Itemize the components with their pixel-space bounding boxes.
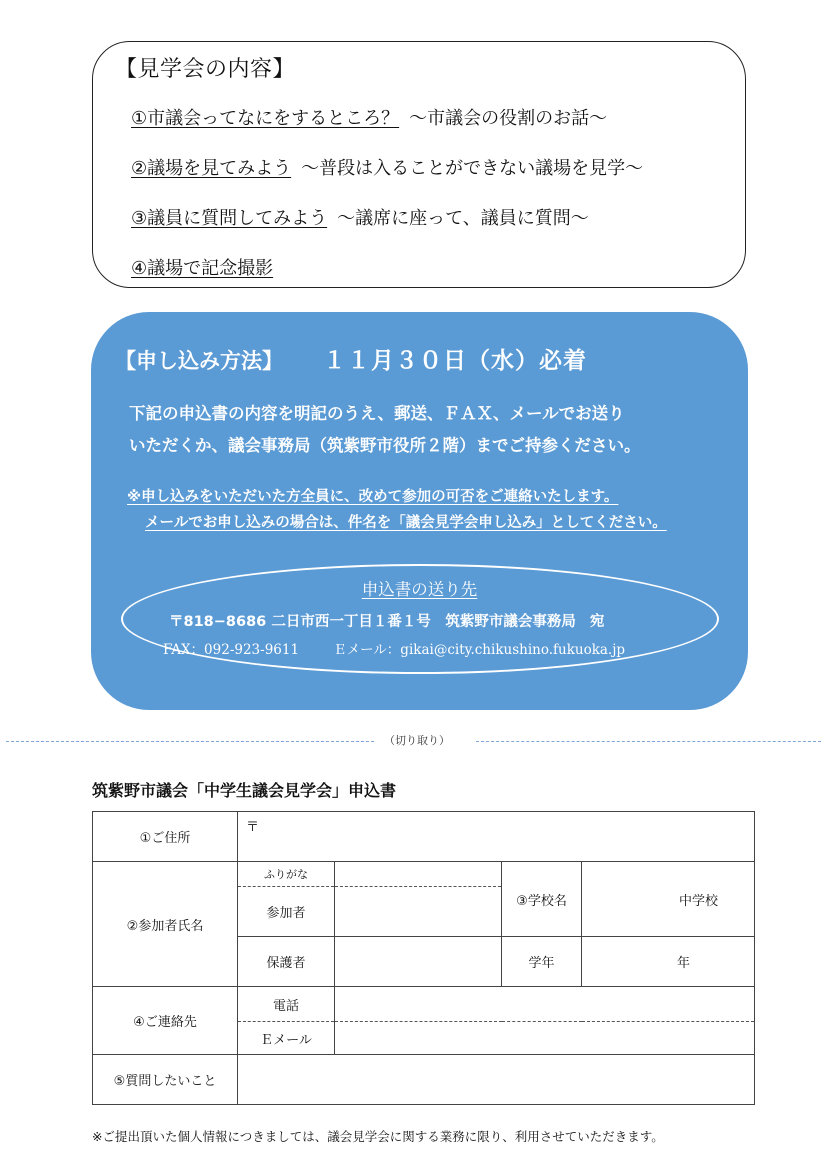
address-label: ①ご住所 [93, 812, 238, 862]
apply-body-line: 下記の申込書の内容を明記のうえ、郵送、ＦＡＸ、メールでお送り [129, 404, 625, 423]
content-item-4 [131, 254, 273, 280]
furigana-field[interactable] [335, 862, 502, 887]
email-label: Ｅメール [238, 1022, 335, 1055]
apply-body [129, 398, 641, 462]
application-form [92, 811, 755, 1105]
apply-note-line: ※申し込みをいただいた方全員に、改めて参加の可否をご連絡いたします。 [127, 489, 619, 505]
send-to-contact [163, 638, 625, 658]
cut-label: （切り取り） [384, 734, 450, 747]
phone-field[interactable] [335, 987, 755, 1022]
send-to-atena: 宛 [589, 614, 605, 630]
send-to-title: 申込書の送り先 [361, 580, 478, 599]
apply-body-line: いただくか、議会事務局（筑紫野市役所２階）までご持参ください。 [129, 436, 641, 455]
furigana-label: ふりがな [238, 862, 335, 887]
send-to-fax: FAX：092-923-9611 [163, 642, 300, 658]
send-to-address [169, 610, 604, 631]
content-item-main: ④議場で記念撮影 [131, 258, 274, 279]
apply-section [91, 312, 748, 710]
send-to-email: Ｅメール：gikai@city.chikushino.fukuoka.jp [333, 642, 626, 658]
address-field[interactable] [238, 812, 755, 862]
content-item-main: ③議員に質問してみよう [131, 208, 328, 229]
send-to-address-text: 〒818−8686 二日市西一丁目１番１号 筑紫野市議会事務局 [169, 614, 576, 630]
cut-line-right [476, 741, 821, 742]
grade-label: 学年 [502, 937, 582, 987]
school-field[interactable] [582, 862, 755, 937]
content-section [92, 41, 746, 288]
content-item-main: ②議場を見てみよう [131, 158, 292, 179]
school-suffix: 中学校 [679, 893, 719, 909]
content-item-2 [131, 154, 643, 180]
apply-deadline: １１月３０日（水）必着 [323, 348, 587, 374]
question-label: ⑤質問したいこと [93, 1055, 238, 1105]
content-item-main: ①市議会ってなにをするところ？ [131, 108, 400, 129]
apply-heading-label: 【申し込み方法】 [115, 349, 283, 373]
participant-sub-label: 参加者 [238, 887, 335, 937]
school-label: ③学校名 [502, 862, 582, 937]
content-item-desc: 〜議席に座って、議員に質問〜 [337, 208, 589, 229]
participant-label: ②参加者氏名 [93, 862, 238, 987]
content-item-1 [131, 104, 607, 130]
participant-name-field[interactable] [335, 887, 502, 937]
guardian-label: 保護者 [238, 937, 335, 987]
grade-field[interactable] [582, 937, 755, 987]
guardian-name-field[interactable] [335, 937, 502, 987]
apply-note-line: メールでお申し込みの場合は、件名を「議会見学会申し込み」としてください。 [145, 515, 667, 531]
form-title: 筑紫野市議会「中学生議会見学会」申込書 [92, 781, 397, 800]
content-title: 【見学会の内容】 [115, 57, 296, 82]
email-field[interactable] [335, 1022, 755, 1055]
cut-line-left [6, 741, 374, 742]
grade-suffix: 年 [677, 956, 691, 971]
content-item-desc: 〜市議会の役割のお話〜 [409, 108, 608, 129]
privacy-footnote: ※ご提出頂いた個人情報につきましては、議会見学会に関する業務に限り、利用させていただきます。 [92, 1129, 664, 1144]
apply-note [127, 484, 667, 536]
postal-mark: 〒 [246, 820, 260, 835]
apply-heading [115, 342, 587, 375]
question-field[interactable] [238, 1055, 755, 1105]
content-item-desc: 〜普段は入ることができない議場を見学〜 [301, 158, 644, 179]
phone-label: 電話 [238, 987, 335, 1022]
contact-label: ④ご連絡先 [93, 987, 238, 1055]
content-item-3 [131, 204, 589, 230]
